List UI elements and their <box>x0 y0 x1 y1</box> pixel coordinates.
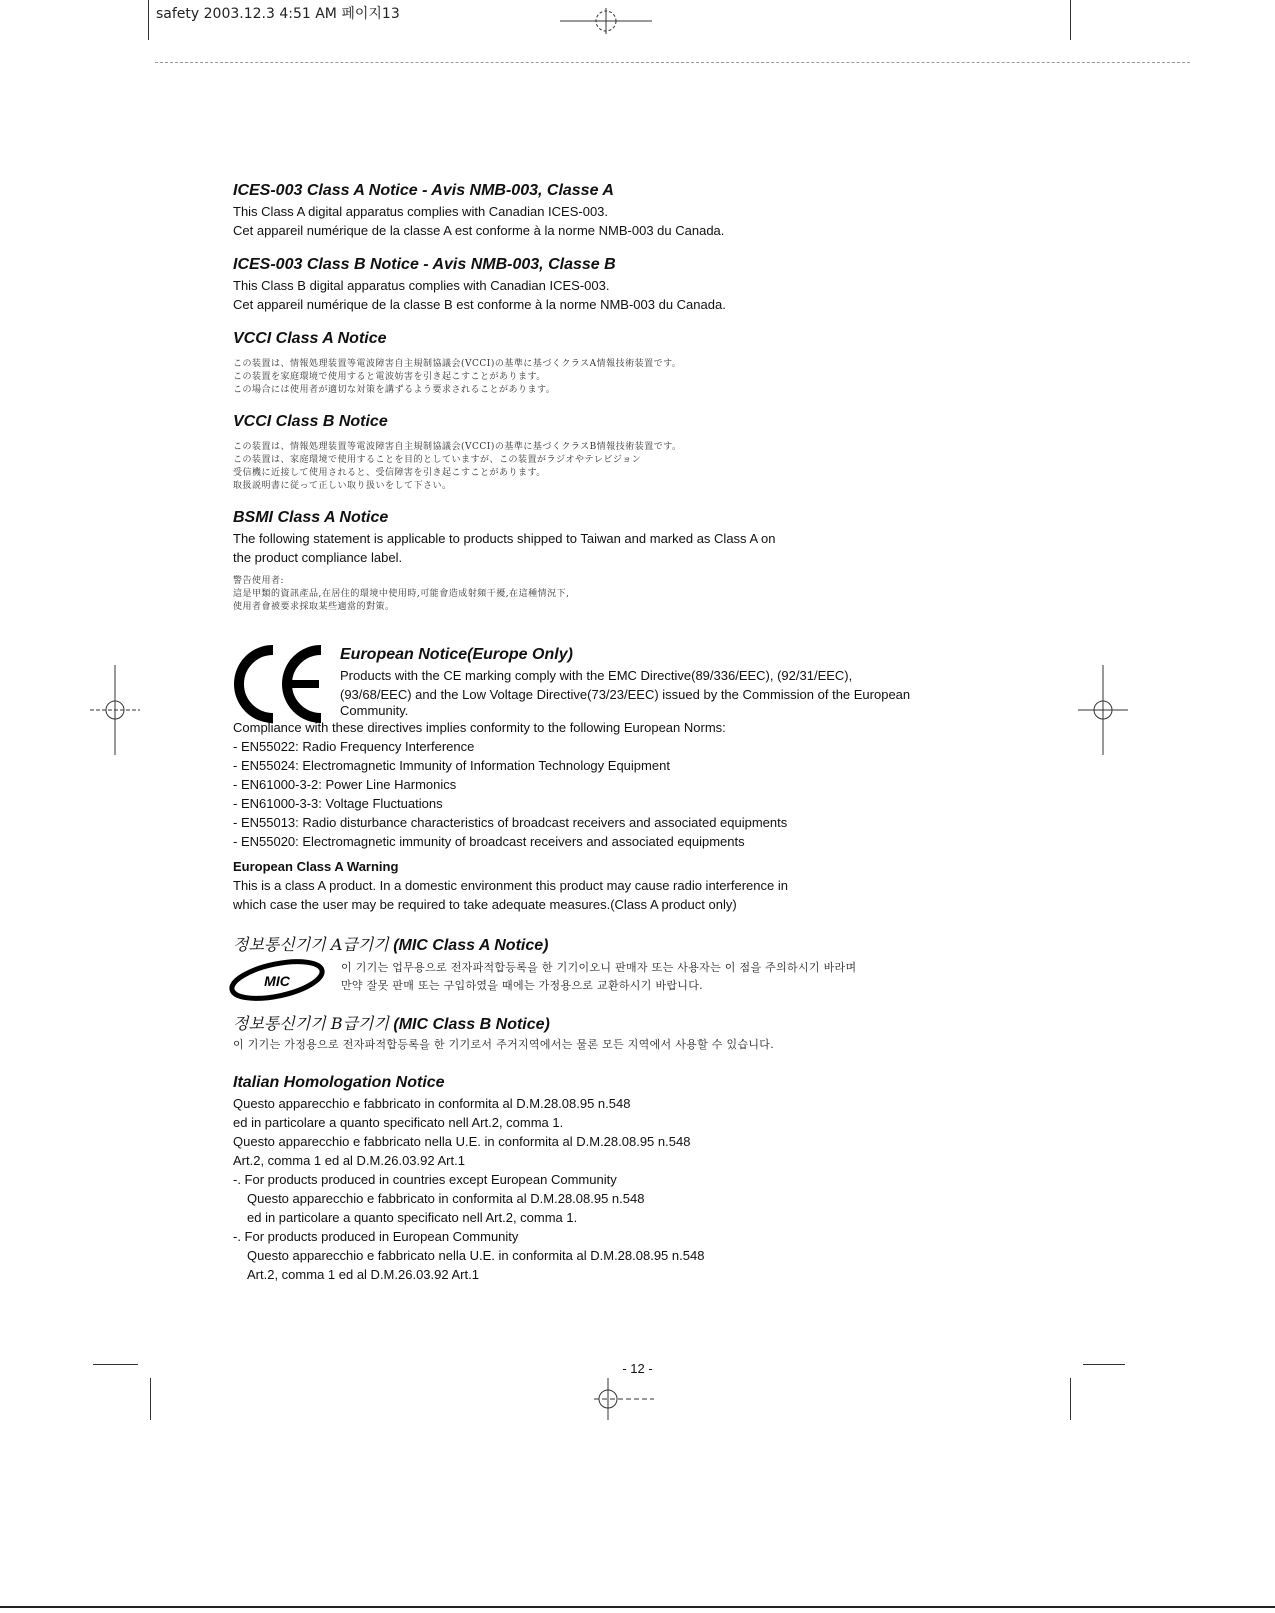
page-number: - 12 - <box>622 1361 653 1376</box>
mic-logo <box>227 958 327 1002</box>
japanese-line: この場合には使用者が適切な対策を講ずるよう要求されることがあります。 <box>233 385 556 395</box>
crop-mark <box>148 0 149 40</box>
chinese-line: 警告使用者: <box>233 576 285 586</box>
body-line: This Class A digital apparatus complies with Canadian ICES-003. <box>233 204 609 219</box>
japanese-line: この装置は、情報処理装置等電波障害自主規制協議会(VCCI)の基準に基づくクラスA情報技術装置です。 <box>233 359 682 369</box>
mic-logo-text: MIC <box>264 973 290 989</box>
section-title: European Notice(Europe Only) <box>340 646 573 663</box>
section-title: VCCI Class A Notice <box>233 330 387 347</box>
registration-mark-right <box>1078 665 1128 755</box>
chinese-line: 使用者會被要求採取某些適當的對策。 <box>233 602 395 612</box>
body-line: Cet appareil numérique de la classe A est conforme à la norme NMB-003 du Canada. <box>233 223 725 238</box>
norm-item: - EN55022: Radio Frequency Interference <box>233 739 475 754</box>
body-line: Questo apparecchio e fabbricato in conformita al D.M.28.08.95 n.548 <box>233 1096 631 1111</box>
japanese-line: この装置は、情報処理装置等電波障害自主規制協議会(VCCI)の基準に基づくクラスB情報技術装置です。 <box>233 442 682 452</box>
body-line: Art.2, comma 1 ed al D.M.26.03.92 Art.1 <box>247 1267 479 1282</box>
print-header: safety 2003.12.3 4:51 AM 페이지13 <box>156 6 400 22</box>
body-line: Compliance with these directives implies conformity to the following European Norms: <box>233 720 726 735</box>
norm-item: - EN61000-3-3: Voltage Fluctuations <box>233 796 443 811</box>
body-line: Cet appareil numérique de la classe B est conforme à la norme NMB-003 du Canada. <box>233 297 726 312</box>
body-line: (93/68/EEC) and the Low Voltage Directive(73/23/EEC) issued by the Commission of the European <box>340 687 911 702</box>
korean-title: 정보통신기기 B급기기 <box>233 1014 389 1033</box>
crop-mark <box>1070 0 1071 40</box>
europe-intro <box>340 644 1033 718</box>
mic-a-text <box>341 957 1033 995</box>
japanese-line: この装置は、家庭環境で使用することを目的としていますが、この装置がラジオやテレビジョン <box>233 455 642 465</box>
ices-a-section <box>233 180 1033 240</box>
section-title: ICES-003 Class B Notice - Avis NMB-003, Classe B <box>233 256 616 273</box>
norm-item: - EN55020: Electromagnetic immunity of broadcast receivers and associated equipments <box>233 834 745 849</box>
japanese-line: 受信機に近接して使用されると、受信障害を引き起こすことがあります。 <box>233 468 546 478</box>
body-line: This Class B digital apparatus complies with Canadian ICES-003. <box>233 278 610 293</box>
body-line: Art.2, comma 1 ed al D.M.26.03.92 Art.1 <box>233 1153 465 1168</box>
korean-line: 이 기기는 업무용으로 전자파적합등록을 한 기기이오니 판매자 또는 사용자는 이 점을 주의하시기 바라며 <box>341 961 857 974</box>
header-rule <box>155 62 1190 63</box>
body-line: the product compliance label. <box>233 550 403 565</box>
crop-mark <box>150 1378 151 1420</box>
body-line: Questo apparecchio e fabbricato in conformita al D.M.28.08.95 n.548 <box>247 1191 645 1206</box>
section-title: ICES-003 Class A Notice - Avis NMB-003, Classe A <box>233 182 614 199</box>
english-title: (MIC Class A Notice) <box>388 937 549 954</box>
section-title <box>233 1013 1033 1036</box>
registration-mark-left <box>90 665 140 755</box>
italian-section <box>233 1072 1033 1284</box>
section-title: Italian Homologation Notice <box>233 1074 445 1091</box>
section-title: BSMI Class A Notice <box>233 509 389 526</box>
mic-a-section <box>233 934 1033 995</box>
vcci-b-section <box>233 411 1033 493</box>
section-title: VCCI Class B Notice <box>233 413 388 430</box>
japanese-line: 取扱説明書に従って正しい取り扱いをして下さい。 <box>233 481 452 491</box>
korean-line: 만약 잘못 판매 또는 구입하였을 때에는 가정용으로 교환하시기 바랍니다. <box>341 979 703 992</box>
korean-line: 이 기기는 가정용으로 전자파적합등록을 한 기기로서 주거지역에서는 물론 모든 지역에서 사용할 수 있습니다. <box>233 1038 775 1051</box>
registration-mark-top <box>560 4 652 38</box>
europe-section <box>233 644 1033 914</box>
korean-title: 정보통신기기 A급기기 <box>233 935 389 954</box>
japanese-line: この装置を家庭環境で使用すると電波妨害を引き起こすことがあります。 <box>233 372 546 382</box>
body-line: which case the user may be required to take adequate measures.(Class A product only) <box>233 897 737 912</box>
bsmi-section <box>233 507 1033 614</box>
body-line: Products with the CE marking comply with the EMC Directive(89/336/EEC), (92/31/EEC), <box>340 668 853 683</box>
norm-item: - EN55024: Electromagnetic Immunity of Information Technology Equipment <box>233 758 670 773</box>
body-line: This is a class A product. In a domestic environment this product may cause radio interference in <box>233 878 788 893</box>
body-line: The following statement is applicable to products shipped to Taiwan and marked as Class A on <box>233 531 776 546</box>
mic-b-section <box>233 1013 1033 1054</box>
document-body <box>233 180 1033 1298</box>
body-line: ed in particolare a quanto specificato nell Art.2, comma 1. <box>247 1210 578 1225</box>
body-line: Questo apparecchio e fabbricato nella U.E. in conformita al D.M.28.08.95 n.548 <box>247 1248 705 1263</box>
vcci-a-section <box>233 328 1033 397</box>
section-title <box>233 934 1033 957</box>
registration-mark-bottom <box>588 1378 658 1420</box>
body-line: Questo apparecchio e fabbricato nella U.E. in conformita al D.M.28.08.95 n.548 <box>233 1134 691 1149</box>
english-title: (MIC Class B Notice) <box>388 1016 550 1033</box>
warning-title: European Class A Warning <box>233 859 399 874</box>
norm-item: - EN61000-3-2: Power Line Harmonics <box>233 777 457 792</box>
page-edge <box>0 1606 1275 1608</box>
body-line: ed in particolare a quanto specificato nell Art.2, comma 1. <box>233 1115 564 1130</box>
ices-b-section <box>233 254 1033 314</box>
body-line: -. For products produced in European Community <box>233 1229 519 1244</box>
chinese-line: 這是甲類的資訊產品,在居住的環境中使用時,可能會造成射頻干擾,在這種情況下, <box>233 589 570 599</box>
body-line: -. For products produced in countries except European Community <box>233 1172 617 1187</box>
crop-mark <box>1070 1378 1071 1420</box>
body-line: Community. <box>340 703 409 718</box>
norm-item: - EN55013: Radio disturbance characteristics of broadcast receivers and associated equipments <box>233 815 788 830</box>
ce-mark-logo <box>233 644 328 724</box>
